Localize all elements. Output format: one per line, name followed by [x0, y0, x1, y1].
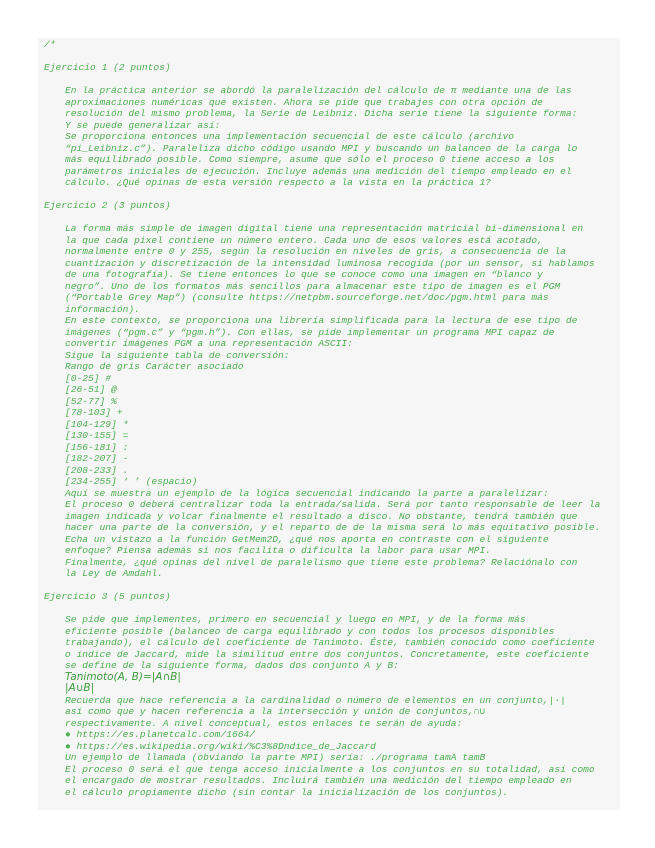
- blank-line: [44, 74, 620, 86]
- text-line: la que cada pixel contiene un número entero. Cada uno de esos valores está acotado,: [65, 234, 543, 246]
- text-line: negro”. Uno de los formatos más sencillos para almacenar este tipo de imagen es el PGM: [65, 280, 561, 292]
- text-line: El proceso 0 deberá centralizar toda la entrada/salida. Será por tanto responsable de leer la: [65, 499, 601, 510]
- text-line: [234-255] ‘ ’ (espacio): [65, 476, 198, 487]
- text-line: hacer una parte de la conversión, y el reparto de de la misma será lo más equitativo posible.: [65, 522, 601, 533]
- blank-line: [44, 580, 620, 592]
- text-line: [104-129] *: [65, 418, 129, 430]
- text-line: respectivamente. A nivel conceptual, estos enlaces te serán de ayuda:: [65, 717, 463, 729]
- text-line: [208-233] .: [65, 464, 129, 476]
- text-line: [130-155] =: [65, 430, 129, 441]
- text-line: parámetros iniciales de ejecución. Incluye además una medición del tiempo empleado en el: [65, 165, 572, 177]
- text-line: Echa un vistazo a la función GetMem2D, ¿qué nos aporta en contraste con el siguiente: [65, 533, 549, 545]
- exercise-1: [44, 62, 620, 200]
- text-line: La forma más simple de imagen digital tiene una representación matricial bi-dimensional en: [65, 223, 584, 234]
- formula-line: |A∪B|: [65, 682, 95, 694]
- exercise-title: Ejercicio 3 (5 puntos): [44, 591, 171, 602]
- text-line: normalmente entre 0 y 255, según la resolución en niveles de gris, a consecuencia de la: [65, 246, 566, 257]
- text-line: (“Portable Grey Map”) (consulte https://netpbm.sourceforge.net/doc/pgm.html para más: [65, 292, 549, 303]
- text-line: resolución del mismo problema, la Serie de Leibniz. Dicha serie tiene la siguiente forma:: [65, 108, 578, 119]
- text-line: Se pide que implementes, primero en secuencial y luego en MPI, y de la forma más: [65, 614, 526, 625]
- text-line: El proceso 0 será el que tenga acceso inicialmente a los conjuntos en su totalidad, así como: [65, 763, 595, 775]
- text-line: Rango de gris Carácter asociado: [65, 361, 244, 372]
- text-line: En la práctica anterior se abordó la paralelización del cálculo de π mediante una de las: [65, 85, 572, 96]
- text-line: [78-103] +: [65, 407, 123, 418]
- text-line: [0-25] #: [65, 372, 112, 384]
- blank-line: [44, 189, 620, 201]
- text-line: el cálculo propiamente dicho (sin contar la inicialización de los conjuntos).: [65, 786, 509, 798]
- exercise-3: [44, 591, 620, 798]
- blank-line: [44, 212, 620, 224]
- assignment-document: [44, 39, 620, 798]
- exercise-2: [44, 200, 620, 591]
- text-line: así como que y hacen referencia a la intersección y unión de conjuntos,∩∪: [65, 706, 486, 717]
- text-line: trabajando), el cálculo del coeficiente de Tanimoto. Éste, también conocido como coeficiente: [65, 637, 595, 648]
- text-line: cuantización y discretización de la intensidad luminosa recogida (por un sensor, si hablamos: [65, 257, 595, 269]
- text-line: Sigue la siguiente tabla de conversión:: [65, 349, 290, 361]
- formula-line: Tanimoto(A, B)=|A∩B|: [65, 670, 181, 683]
- text-line: aproximaciones numéricas que existen. Ahora se pide que trabajes con otra opción de: [65, 96, 543, 108]
- text-line: se define de la siguiente forma, dados dos conjunto A y B:: [65, 660, 399, 671]
- link-list-item[interactable]: ● https://es.wikipedia.org/wiki/%C3%8Dndice_de_Jaccard: [65, 740, 376, 752]
- exercise-title: Ejercicio 1 (2 puntos): [44, 62, 171, 73]
- text-line: imagen indicada y volcar finalmente el resultado a disco. No obstante, tendrá también que: [65, 510, 578, 522]
- text-line: [156-181] :: [65, 441, 129, 453]
- text-line: enfoque? Piensa además si nos facilita o dificulta la labor para usar MPI.: [65, 545, 492, 556]
- text-line: más equilibrado posible. Como siempre, asume que sólo el proceso 0 tiene acceso a los: [65, 154, 555, 165]
- text-line: eficiente posible (balanceo de carga equilibrado y con todos los procesos disponibles: [65, 625, 555, 637]
- text-line: Y se puede generalizar así:: [65, 119, 221, 131]
- text-line: el encargado de mostrar resultados. Incluirá también una medición del tiempo empleado en: [65, 775, 572, 786]
- blank-line: [44, 51, 620, 63]
- text-line: Recuerda que hace referencia a la cardinalidad o número de elementos en un conjunto,|·|: [65, 694, 566, 706]
- comment-open: /*: [44, 39, 56, 50]
- text-line: [52-77] %: [65, 395, 117, 407]
- text-line: Se proporciona entonces una implementación secuencial de este cálculo (archivo: [65, 131, 515, 142]
- text-line: cálculo. ¿Qué opinas de esta versión respecto a la vista en la práctica 1?: [65, 177, 492, 188]
- blank-line: [44, 603, 620, 615]
- text-line: de una fotografía). Se tiene entonces lo que se conoce como una imagen en “blanco y: [65, 269, 543, 280]
- text-line: o índice de Jaccard, mide la similitud entre dos conjuntos. Concretamente, este coeficiente: [65, 648, 589, 660]
- link-list-item[interactable]: ● https://es.planetcalc.com/1664/: [65, 729, 255, 740]
- text-line: “pi_Leibniz.c”). Paraleliza dicho código usando MPI y buscando un balanceo de la carga lo: [65, 142, 578, 154]
- text-line: Aquí se muestra un ejemplo de la lógica secuencial indicando la parte a paralelizar:: [65, 487, 549, 499]
- text-line: Finalmente, ¿qué opinas del nivel de paralelismo que tiene este problema? Relaciónalo con: [65, 556, 578, 568]
- text-line: [182-207] -: [65, 453, 129, 464]
- text-line: información).: [65, 303, 140, 315]
- exercise-title: Ejercicio 2 (3 puntos): [44, 200, 171, 211]
- text-line: [26-51] @: [65, 384, 117, 395]
- text-line: la Ley de Amdahl.: [65, 568, 163, 579]
- text-line: imágenes (“pgm.c” y “pgm.h”). Con ellas, se pide implementar un programa MPI capaz de: [65, 326, 555, 338]
- text-line: convertir imágenes PGM a una representación ASCII:: [65, 338, 353, 349]
- text-line: Un ejemplo de llamada (obviando la parte MPI) sería: ./programa tamA tamB: [65, 752, 486, 763]
- text-line: En este contexto, se proporciona una librería simplificada para la lectura de ese tipo de: [65, 315, 578, 326]
